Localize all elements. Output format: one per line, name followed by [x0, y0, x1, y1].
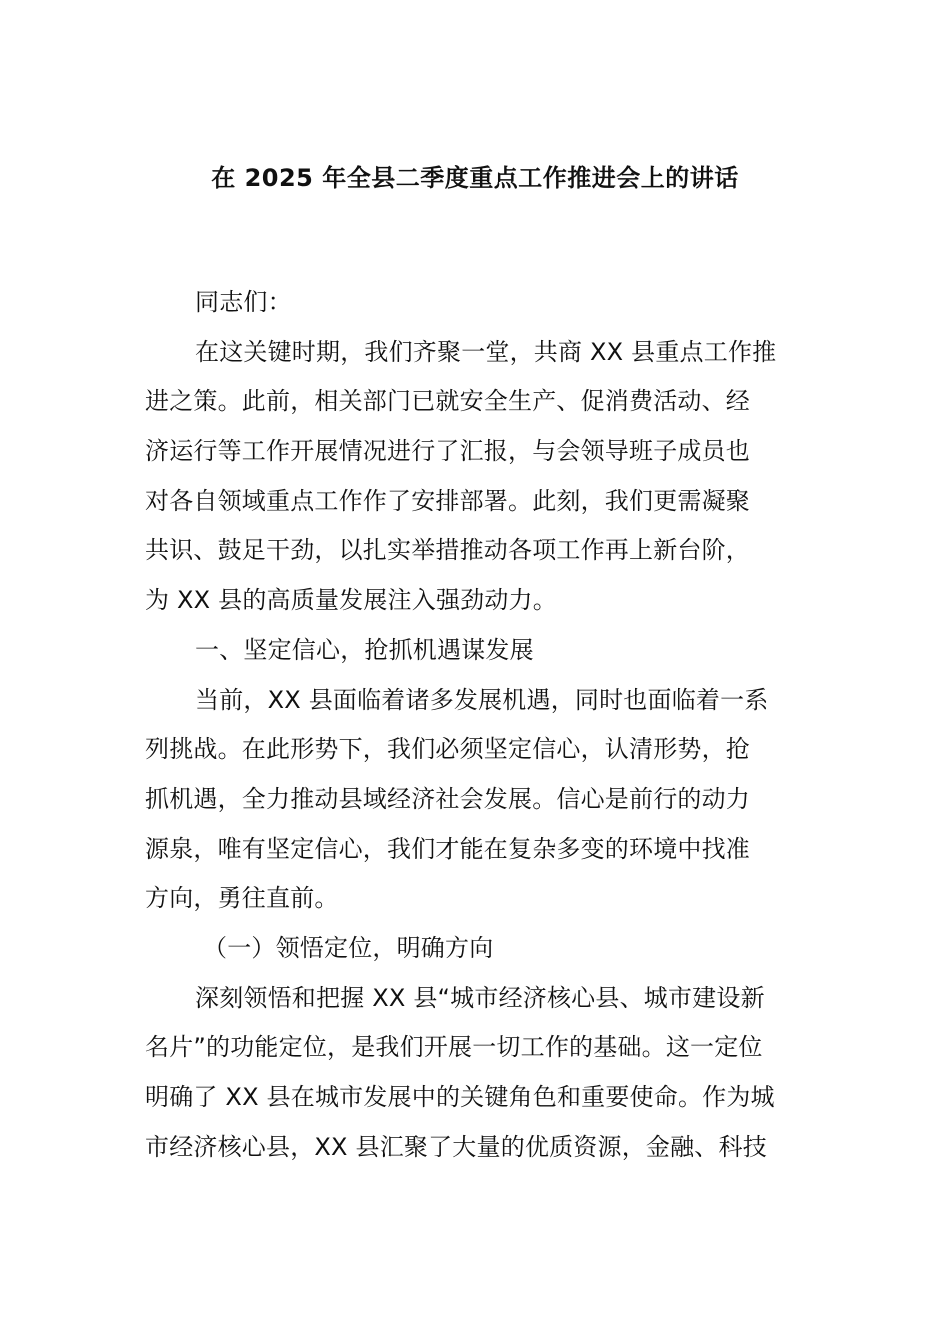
document-title: 在 2025 年全县二季度重点工作推进会上的讲话	[211, 164, 739, 192]
paragraph-line: 共识、鼓足干劲，以扎实举措推动各项工作再上新台阶，	[145, 536, 750, 565]
section-heading: 一、坚定信心，抢抓机遇谋发展	[195, 635, 534, 664]
paragraph-line: 名片”的功能定位，是我们开展一切工作的基础。这一定位	[145, 1033, 763, 1062]
paragraph-line: 进之策。此前，相关部门已就安全生产、促消费活动、经	[145, 387, 750, 416]
paragraph-line: 在这关键时期，我们齐聚一堂，共商 XX 县重点工作推	[195, 337, 777, 366]
subsection-heading: （一）领悟定位，明确方向	[203, 933, 494, 962]
document-body	[145, 278, 807, 1172]
paragraph-line: 方向，勇往直前。	[145, 884, 339, 913]
paragraph-line: 明确了 XX 县在城市发展中的关键角色和重要使命。作为城	[145, 1083, 775, 1111]
paragraph-line: 抓机遇，全力推动县域经济社会发展。信心是前行的动力	[145, 784, 750, 813]
paragraph-line: 列挑战。在此形势下，我们必须坚定信心，认清形势，抢	[145, 735, 750, 764]
paragraph-line: 当前，XX 县面临着诸多发展机遇，同时也面临着一系	[195, 685, 769, 714]
paragraph-line: 济运行等工作开展情况进行了汇报，与会领导班子成员也	[145, 437, 750, 466]
paragraph-line: 源泉，唯有坚定信心，我们才能在复杂多变的环境中找准	[145, 834, 750, 863]
paragraph-line: 市经济核心县，XX 县汇聚了大量的优质资源，金融、科技	[145, 1132, 767, 1161]
salutation: 同志们：	[195, 288, 292, 316]
paragraph-line: 为 XX 县的高质量发展注入强劲动力。	[145, 586, 557, 615]
paragraph-line: 深刻领悟和把握 XX 县“城市经济核心县、城市建设新	[195, 983, 765, 1012]
paragraph-line: 对各自领域重点工作作了安排部署。此刻，我们更需凝聚	[145, 486, 750, 515]
